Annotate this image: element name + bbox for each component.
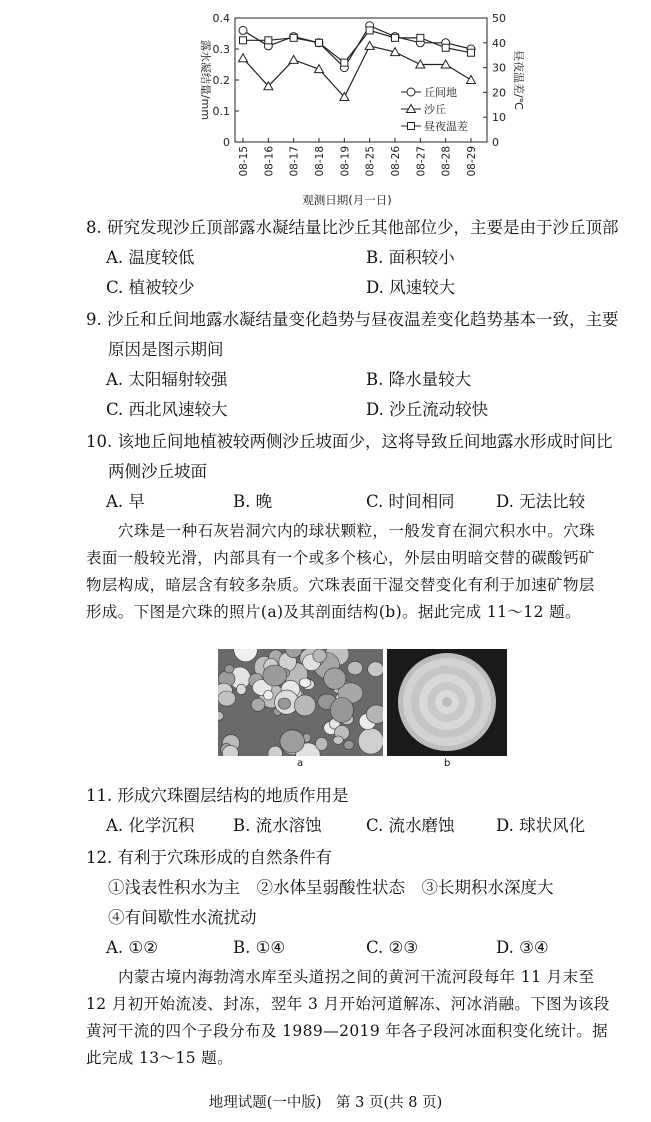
series-point-square xyxy=(240,37,247,44)
pebble xyxy=(299,678,311,687)
question-10-stem-line2: 两侧沙丘坡面 xyxy=(108,462,207,481)
pebble xyxy=(237,684,247,694)
q8-option-d[interactable]: D. 风速较大 xyxy=(366,278,456,297)
left-axis-tick-label: 0.3 xyxy=(212,43,230,56)
q11-option-b[interactable]: B. 流水溶蚀 xyxy=(233,816,322,835)
q10-option-b[interactable]: B. 晚 xyxy=(233,492,273,511)
q9-option-c[interactable]: C. 西北风速较大 xyxy=(106,400,228,419)
left-axis-tick-label: 0.2 xyxy=(212,74,230,87)
q12-option-d[interactable]: D. ③④ xyxy=(496,938,549,957)
q11-option-d[interactable]: D. 球状风化 xyxy=(496,816,586,835)
page-footer: 地理试题(一中版) 第 3 页(共 8 页) xyxy=(208,1095,443,1111)
question-12-stem: 12. 有利于穴珠形成的自然条件有 xyxy=(86,848,332,867)
q12-items-line2: ④有间歇性水流扰动 xyxy=(108,908,257,927)
pebble xyxy=(368,662,383,677)
pebble xyxy=(278,698,291,709)
left-axis-tick-label: 0.1 xyxy=(212,105,230,118)
x-axis-tick-label: 08-29 xyxy=(466,146,478,177)
cave-pearl-photo-a xyxy=(218,649,383,756)
passage2-line: 此完成 13～15 题。 xyxy=(86,1049,234,1067)
series-point-square xyxy=(366,27,373,34)
legend-label: 昼夜温差 xyxy=(424,120,468,133)
series-line-square xyxy=(243,30,471,62)
right-axis-tick-label: 0 xyxy=(492,136,499,149)
pebble xyxy=(218,691,236,706)
x-axis-tick-label: 08-27 xyxy=(415,146,428,177)
q11-option-a[interactable]: A. 化学沉积 xyxy=(106,816,195,835)
x-axis-tick-label: 08-25 xyxy=(364,146,377,177)
photo-caption-a: a xyxy=(297,758,304,769)
pebble xyxy=(280,730,305,753)
series-point-triangle xyxy=(239,54,248,62)
pebble xyxy=(333,736,343,744)
series-point-square xyxy=(290,34,297,41)
q10-option-c[interactable]: C. 时间相同 xyxy=(366,492,455,511)
pebble xyxy=(344,740,354,749)
q10-option-a[interactable]: A. 早 xyxy=(106,492,145,511)
series-point-triangle xyxy=(467,76,476,84)
q12-option-a[interactable]: A. ①② xyxy=(106,938,158,957)
series-point-square xyxy=(392,34,399,41)
left-axis-title: 露水凝结量/mm xyxy=(199,39,212,121)
pebble xyxy=(294,695,315,716)
passage-yellow-river-ice xyxy=(86,964,631,1072)
q12-option-b[interactable]: B. ①④ xyxy=(233,938,286,957)
pebble xyxy=(324,668,346,690)
cave-pearl-cross-section-b xyxy=(387,649,507,756)
photo-caption-b: b xyxy=(444,758,451,769)
right-axis-tick-label: 20 xyxy=(492,86,506,100)
q12-items-line1: ①浅表性积水为主 ②水体呈弱酸性状态 ③长期积水深度大 xyxy=(108,878,554,897)
passage1-line: 物层构成，暗层含有较多杂质。穴珠表面干湿交替变化有利于加速矿物层 xyxy=(86,576,595,594)
legend-marker-circle xyxy=(407,88,415,96)
passage1-line: 表面一般较光滑，内部具有一个或多个核心，外层由明暗交替的碳酸钙矿 xyxy=(86,549,595,567)
passage-cave-pearl xyxy=(86,518,631,626)
right-axis-tick-label: 40 xyxy=(492,36,506,50)
right-axis-tick-label: 10 xyxy=(492,111,506,125)
pebble xyxy=(347,661,362,675)
legend-label: 沙丘 xyxy=(424,103,446,116)
q9-option-b[interactable]: B. 降水量较大 xyxy=(366,370,472,389)
series-point-square xyxy=(442,44,449,51)
pebble xyxy=(263,665,287,686)
pebble xyxy=(330,698,353,723)
pebble xyxy=(358,728,383,754)
left-axis-tick-label: 0.4 xyxy=(212,12,230,25)
right-axis-tick-label: 30 xyxy=(492,61,506,75)
question-8-stem: 8. 研究发现沙丘顶部露水凝结量比沙丘其他部位少，主要是由于沙丘顶部 xyxy=(86,218,619,237)
x-axis-tick-label: 08-19 xyxy=(339,146,352,177)
series-point-square xyxy=(417,34,424,41)
x-axis-tick-label: 08-18 xyxy=(314,146,326,177)
series-point-triangle xyxy=(315,65,324,73)
question-10-stem-line1: 10. 该地丘间地植被较两侧沙丘坡面少，这将导致丘间地露水形成时间比 xyxy=(86,432,613,451)
x-axis-title: 观测日期(月一日) xyxy=(302,193,392,207)
x-axis-tick-label: 08-15 xyxy=(238,146,250,177)
x-axis-tick-label: 08-28 xyxy=(440,146,453,177)
legend-marker-square xyxy=(408,123,415,130)
dew-condensation-chart xyxy=(185,0,530,212)
question-9-stem-line1: 9. 沙丘和丘间地露水凝结量变化趋势与昼夜温差变化趋势基本一致，主要 xyxy=(86,310,619,329)
q8-option-b[interactable]: B. 面积较小 xyxy=(366,248,455,267)
right-axis-tick-label: 50 xyxy=(492,12,506,25)
x-axis-tick-label: 08-17 xyxy=(288,146,301,177)
passage2-line: 黄河干流的四个子段分布及 1989—2019 年各子段河冰面积变化统计。据 xyxy=(86,1022,609,1040)
q8-option-c[interactable]: C. 植被较少 xyxy=(106,278,195,297)
series-point-square xyxy=(316,39,323,46)
x-axis-tick-label: 08-16 xyxy=(263,146,276,177)
left-axis-tick-label: 0 xyxy=(223,136,230,149)
series-point-square xyxy=(265,37,272,44)
series-point-square xyxy=(468,49,475,56)
legend-label: 丘间地 xyxy=(424,86,457,99)
question-11-stem: 11. 形成穴珠圈层结构的地质作用是 xyxy=(86,786,349,805)
pebble xyxy=(225,665,234,673)
series-point-triangle xyxy=(365,41,374,49)
right-axis-title: 昼夜温差/℃ xyxy=(512,49,525,111)
passage1-line: 形成。下图是穴珠的照片(a)及其剖面结构(b)。据此完成 11～12 题。 xyxy=(86,603,581,621)
q10-option-d[interactable]: D. 无法比较 xyxy=(496,492,586,511)
q9-option-d[interactable]: D. 沙丘流动较快 xyxy=(366,400,489,419)
chart-plot-area xyxy=(199,12,526,207)
pebble xyxy=(251,698,265,711)
q8-option-a[interactable]: A. 温度较低 xyxy=(106,248,195,267)
passage2-line: 12 月初开始流凌、封冻，翌年 3 月开始河道解冻、河冰消融。下图为该段 xyxy=(86,995,610,1013)
x-axis-tick-label: 08-26 xyxy=(390,146,402,177)
pebble xyxy=(264,691,274,701)
q11-option-c[interactable]: C. 流水磨蚀 xyxy=(366,816,455,835)
pebble xyxy=(316,737,328,750)
series-point-square xyxy=(341,59,348,66)
q12-option-c[interactable]: C. ②③ xyxy=(366,938,419,957)
series-point-circle xyxy=(239,26,247,34)
pebble xyxy=(313,649,327,662)
question-9-stem-line2: 原因是图示期间 xyxy=(108,340,224,359)
series-point-triangle xyxy=(289,55,298,63)
q9-option-a[interactable]: A. 太阳辐射较强 xyxy=(106,370,228,389)
passage2-line: 内蒙古境内海勃湾水库至头道拐之间的黄河干流河段每年 11 月末至 xyxy=(118,968,595,986)
passage1-line: 穴珠是一种石灰岩洞穴内的球状颗粒，一般发育在洞穴积水中。穴珠 xyxy=(118,522,596,540)
